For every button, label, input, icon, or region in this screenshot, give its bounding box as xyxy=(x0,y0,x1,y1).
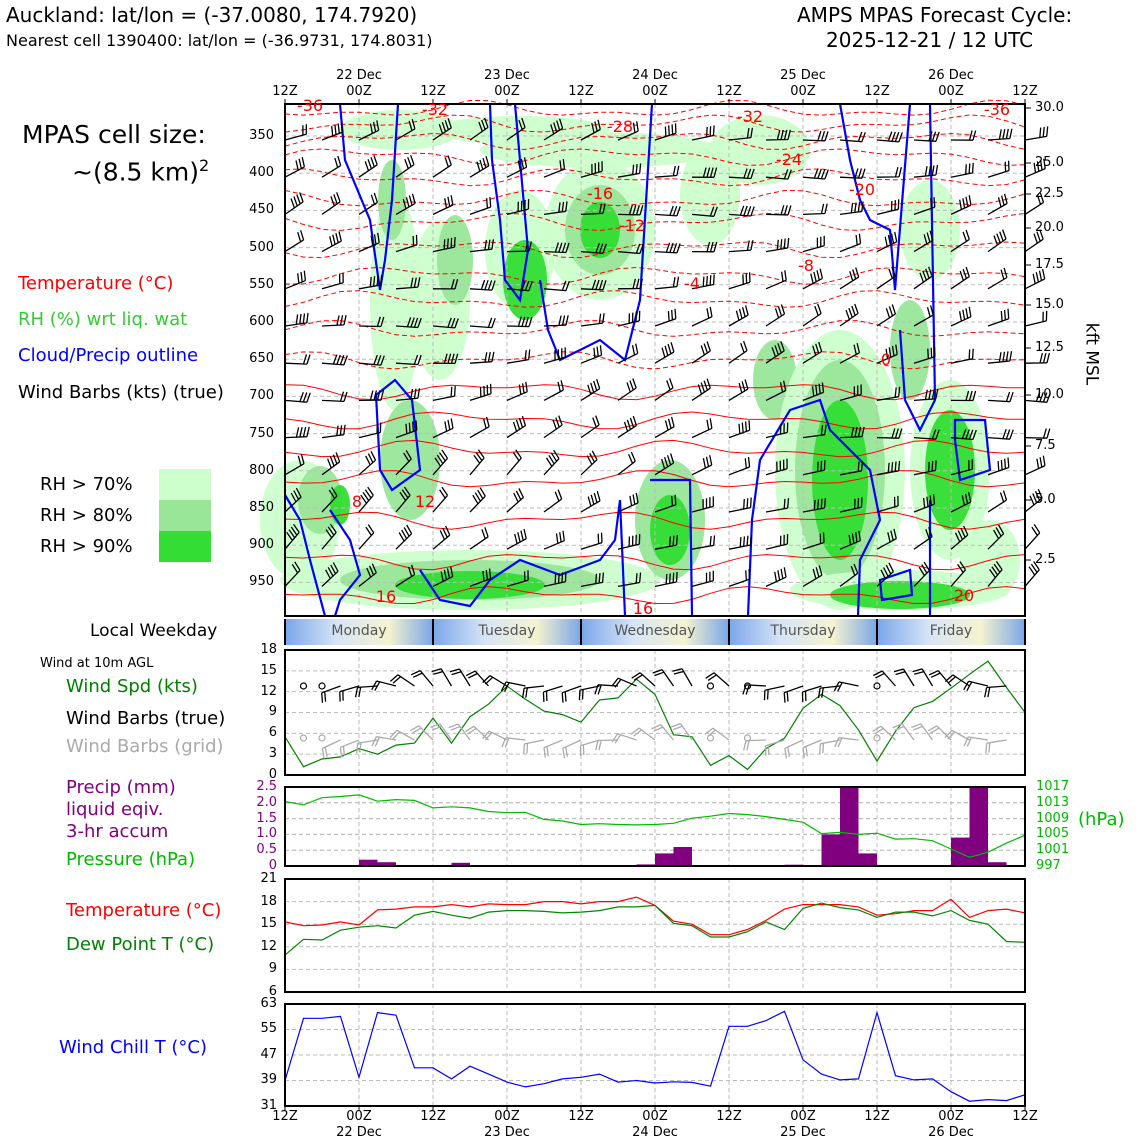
precip-tick-label: 2.5 xyxy=(256,778,277,794)
temperature-contour-label: -8 xyxy=(798,256,814,276)
legend-rh: RH (%) wrt liq. wat xyxy=(18,309,188,330)
wind-barb xyxy=(1025,126,1048,140)
top-time-label: 12Z xyxy=(568,83,594,99)
wind-speed-tick-label: 0 xyxy=(268,766,277,782)
temperature-tick-label: 18 xyxy=(260,893,277,909)
height-tick-label: 17.5 xyxy=(1035,256,1064,272)
pressure-tick-label: 1005 xyxy=(1036,826,1070,842)
wind-speed-tick-label: 3 xyxy=(268,746,277,762)
legend-wind-spd: Wind Spd (kts) xyxy=(66,676,198,697)
top-time-label: 00Z xyxy=(642,83,668,99)
height-tick-label: 10.0 xyxy=(1035,386,1064,402)
top-time-label: 12Z xyxy=(1012,83,1038,99)
bottom-date-label: 22 Dec xyxy=(336,1124,382,1140)
pressure-tick-label: 600 xyxy=(249,313,274,329)
nearest-cell-line: Nearest cell 1390400: lat/lon = (-36.9731, 174.8031) xyxy=(6,31,433,50)
top-time-label: 00Z xyxy=(938,83,964,99)
rh-legend-swatch xyxy=(159,500,211,531)
cell-size-text: ~(8.5 km) xyxy=(72,157,199,187)
top-time-label: 00Z xyxy=(790,83,816,99)
pressure-tick-label: 950 xyxy=(249,574,274,590)
cell-size-value xyxy=(72,156,209,186)
weekday-label: Tuesday xyxy=(478,623,536,640)
legend-rh70-label: RH > 70% xyxy=(40,474,133,495)
windchill-tick-label: 47 xyxy=(260,1046,277,1062)
cycle-title: AMPS MPAS Forecast Cycle: xyxy=(797,3,1073,27)
temperature-contour-label: -24 xyxy=(775,150,803,170)
bottom-time-label: 00Z xyxy=(938,1108,964,1124)
temperature-tick-label: 15 xyxy=(260,916,277,932)
height-tick-label: 2.5 xyxy=(1035,551,1056,567)
precip-bar xyxy=(951,838,970,866)
height-tick-label: 5.0 xyxy=(1035,491,1056,507)
height-tick-label: 22.5 xyxy=(1035,185,1064,201)
wind-barb xyxy=(1025,269,1045,289)
windchill-tick-label: 63 xyxy=(260,995,277,1011)
temperature-contour-label: 0 xyxy=(880,350,892,370)
pressure-tick-label: 350 xyxy=(249,127,274,143)
precip-tick-label: 0 xyxy=(268,857,277,873)
bottom-time-label: 12Z xyxy=(1012,1108,1038,1124)
windchill-tick-label: 55 xyxy=(260,1021,277,1037)
legend-wind-barbs-true: Wind Barbs (true) xyxy=(66,708,226,729)
rh-shade-area xyxy=(395,571,545,599)
bottom-time-label: 00Z xyxy=(642,1108,668,1124)
weekday-label: Monday xyxy=(331,623,387,640)
legend-wind10m: Wind at 10m AGL xyxy=(40,656,154,671)
precip-tick-label: 2.0 xyxy=(256,794,277,810)
legend-windchill: Wind Chill T (°C) xyxy=(59,1037,207,1058)
precip-bar xyxy=(859,853,878,866)
temperature-contour-label: -36 xyxy=(983,100,1011,120)
legend-rh90-label: RH > 90% xyxy=(40,536,133,557)
pressure-tick-label: 1009 xyxy=(1036,810,1070,826)
pressure-tick-label: 500 xyxy=(249,239,274,255)
temperature-tick-label: 6 xyxy=(268,983,277,999)
top-date-label: 26 Dec xyxy=(928,67,974,83)
legend-temperature-2: Temperature (°C) xyxy=(66,900,222,921)
rh-shade-area xyxy=(437,215,473,305)
top-date-label: 25 Dec xyxy=(780,67,826,83)
temperature-contour-label: -32 xyxy=(421,100,449,120)
precip-tick-label: 0.5 xyxy=(256,842,277,858)
weekday-label: Friday xyxy=(929,623,973,640)
pressure-tick-label: 900 xyxy=(249,537,274,553)
pressure-tick-label: 650 xyxy=(249,351,274,367)
pressure-tick-label: 400 xyxy=(249,165,274,181)
bottom-time-label: 00Z xyxy=(494,1108,520,1124)
top-time-label: 12Z xyxy=(864,83,890,99)
rh-shade-area xyxy=(830,581,970,609)
bottom-time-label: 00Z xyxy=(790,1108,816,1124)
bottom-time-label: 12Z xyxy=(716,1108,742,1124)
wind-barb xyxy=(1025,429,1050,439)
temperature-contour-label: 12 xyxy=(414,492,436,512)
pressure-tick-label: 700 xyxy=(249,388,274,404)
temperature-contour-label: 16 xyxy=(632,599,654,619)
precip-tick-label: 1.0 xyxy=(256,826,277,842)
windchill-tick-label: 39 xyxy=(260,1072,277,1088)
top-date-label: 22 Dec xyxy=(336,67,382,83)
pressure-unit-label: (hPa) xyxy=(1078,809,1125,830)
wind-barb xyxy=(1025,456,1045,475)
legend-pressure: Pressure (hPa) xyxy=(66,849,196,870)
pressure-tick-label: 850 xyxy=(249,499,274,515)
legend-dewpoint: Dew Point T (°C) xyxy=(66,934,215,955)
legend-cloud: Cloud/Precip outline xyxy=(18,345,199,366)
pressure-tick-label: 1013 xyxy=(1036,794,1070,810)
temperature-tick-label: 21 xyxy=(260,870,277,886)
bottom-time-label: 12Z xyxy=(272,1108,298,1124)
pressure-tick-label: 450 xyxy=(249,202,274,218)
bottom-date-label: 26 Dec xyxy=(928,1124,974,1140)
rh-legend-swatch xyxy=(159,531,211,562)
temperature-contour-label: 8 xyxy=(351,492,363,512)
temperature-contour-label: 16 xyxy=(375,587,397,607)
pressure-tick-label: 997 xyxy=(1036,857,1061,873)
temperature-contour-label: -28 xyxy=(606,117,634,137)
temperature-contour-label: -36 xyxy=(296,96,324,116)
precip-bar xyxy=(840,787,859,866)
cell-size-exponent: 2 xyxy=(199,156,210,175)
height-tick-label: 15.0 xyxy=(1035,296,1064,312)
temperature-contour-label: -16 xyxy=(586,184,614,204)
rh-shade-area xyxy=(650,495,690,565)
top-time-label: 00Z xyxy=(494,83,520,99)
bottom-date-label: 23 Dec xyxy=(484,1124,530,1140)
legend-temperature: Temperature (°C) xyxy=(18,273,174,294)
pressure-tick-label: 550 xyxy=(249,276,274,292)
legend-precip-3: 3-hr accum xyxy=(66,821,169,842)
location-title: Auckland: lat/lon = (-37.0080, 174.7920) xyxy=(6,3,418,27)
bottom-time-label: 00Z xyxy=(346,1108,372,1124)
top-time-label: 12Z xyxy=(272,83,298,99)
pressure-tick-label: 750 xyxy=(249,425,274,441)
rh-shade-area xyxy=(330,485,350,525)
pressure-tick-label: 800 xyxy=(249,462,274,478)
wind-barb xyxy=(1025,524,1040,549)
right-axis-label-kft: kft MSL xyxy=(1081,322,1102,386)
weekday-label: Thursday xyxy=(770,623,836,640)
wind-speed-tick-label: 12 xyxy=(260,683,277,699)
wind-speed-tick-label: 18 xyxy=(260,641,277,657)
temperature-contour-label: -20 xyxy=(848,180,876,200)
precip-bar xyxy=(655,853,674,866)
windchill-tick-label: 31 xyxy=(260,1097,277,1113)
precip-bar xyxy=(822,834,841,866)
legend-wind: Wind Barbs (kts) (true) xyxy=(18,382,224,403)
pressure-tick-label: 1001 xyxy=(1036,842,1070,858)
top-time-label: 12Z xyxy=(716,83,742,99)
legend-wind-barbs-grid: Wind Barbs (grid) xyxy=(66,736,224,757)
temperature-contour-label: -32 xyxy=(736,107,764,127)
cell-size-title: MPAS cell size: xyxy=(22,120,206,149)
top-date-label: 23 Dec xyxy=(484,67,530,83)
precip-bar xyxy=(674,847,693,866)
precip-tick-label: 1.5 xyxy=(256,810,277,826)
temperature-contour-label: -4 xyxy=(684,274,700,294)
wind-barb xyxy=(1025,311,1047,326)
height-tick-label: 7.5 xyxy=(1035,437,1056,453)
bottom-date-label: 24 Dec xyxy=(632,1124,678,1140)
temperature-contour-label: -12 xyxy=(618,216,646,236)
temperature-contour-label: 20 xyxy=(953,586,975,606)
temperature-tick-label: 12 xyxy=(260,938,277,954)
height-tick-label: 20.0 xyxy=(1035,219,1064,235)
height-tick-label: 12.5 xyxy=(1035,339,1064,355)
legend-precip-1: Precip (mm) xyxy=(66,777,176,798)
wind-speed-tick-label: 6 xyxy=(268,725,277,741)
top-time-label: 12Z xyxy=(420,83,446,99)
temperature-tick-label: 9 xyxy=(268,961,277,977)
bottom-date-label: 25 Dec xyxy=(780,1124,826,1140)
height-tick-label: 25.0 xyxy=(1035,154,1064,170)
wind-speed-tick-label: 15 xyxy=(260,662,277,678)
legend-rh80-label: RH > 80% xyxy=(40,505,133,526)
bottom-time-label: 12Z xyxy=(420,1108,446,1124)
legend-precip-2: liquid eqiv. xyxy=(66,799,164,820)
wind-speed-tick-label: 9 xyxy=(268,704,277,720)
height-tick-label: 30.0 xyxy=(1035,99,1064,115)
pressure-tick-label: 1017 xyxy=(1036,778,1070,794)
cycle-date: 2025-12-21 / 12 UTC xyxy=(826,28,1034,52)
weekday-label: Wednesday xyxy=(614,623,696,640)
bottom-time-label: 12Z xyxy=(864,1108,890,1124)
rh-legend-swatch xyxy=(159,469,211,500)
top-date-label: 24 Dec xyxy=(632,67,678,83)
top-time-label: 00Z xyxy=(346,83,372,99)
legend-local-weekday: Local Weekday xyxy=(90,621,218,641)
bottom-time-label: 12Z xyxy=(568,1108,594,1124)
